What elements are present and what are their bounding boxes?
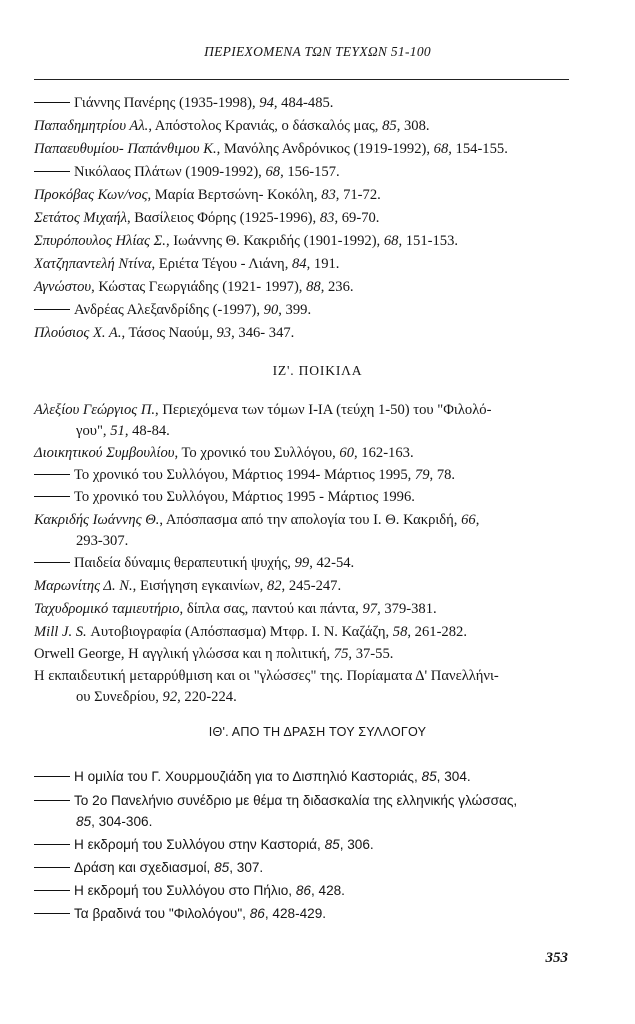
ditto-dash <box>34 309 70 310</box>
index-entry: Η εκδρομή του Συλλόγου στο Πήλιο, 86, 428. <box>34 880 566 901</box>
running-title: ΠΕΡΙΕΧΟΜΕΝΑ ΤΩΝ ΤΕΥΧΩΝ 51-100 <box>204 44 431 59</box>
header-rule <box>34 79 569 80</box>
ditto-dash <box>34 867 70 868</box>
index-entry: Η ομιλία του Γ. Χουρμουζιάδη για το Δισπηλιό Καστοριάς, 85, 304. <box>34 766 566 787</box>
section-heading-activities: ΙΘ'. ΑΠΟ ΤΗ ΔΡΑΣΗ ΤΟΥ ΣΥΛΛΟΓΟΥ <box>208 725 427 739</box>
index-entry: Προκόβας Κων/νος, Μαρία Βερτσώνη- Κοκόλη, 83, 71-72. <box>34 187 381 203</box>
index-entry: Ταχυδρομικό ταμιευτήριο, δίπλα σας, παντού και πάντα, 97, 379-381. <box>34 601 437 617</box>
ditto-dash <box>34 844 70 845</box>
ditto-dash <box>34 913 70 914</box>
page-number: 353 <box>545 950 568 966</box>
ditto-dash <box>34 890 70 891</box>
index-entry: Νικόλαος Πλάτων (1909-1992), 68, 156-157. <box>34 162 566 183</box>
index-entry: Η εκπαιδευτική μεταρρύθμιση και οι "γλώσσες" της. Πορίαματα Δ' Πανελλήνι- ου Συνεδρίου, 92, 220-224. <box>34 668 499 705</box>
index-entry: Πλούσιος Χ. Α., Τάσος Ναούμ, 93, 346- 347. <box>34 325 295 341</box>
ditto-dash <box>34 171 70 172</box>
index-entry: Σετάτος Μιχαήλ, Βασίλειος Φόρης (1925-1996), 83, 69-70. <box>34 210 380 226</box>
index-entry: Το 2ο Πανελήνιο συνέδριο με θέμα τη διδασκαλία της ελληνικής γλώσσας, 85, 304-306. <box>34 790 566 832</box>
index-entry: Γιάννης Πανέρης (1935-1998), 94, 484-485. <box>34 93 566 114</box>
index-entry: Η εκδρομή του Συλλόγου στην Καστοριά, 85, 306. <box>34 834 566 855</box>
index-entry: Τα βραδινά του "Φιλολόγου", 86, 428-429. <box>34 903 566 924</box>
index-entry: Χατζηπαντελή Ντίνα, Εριέτα Τέγου - Λιάνη, 84, 191. <box>34 256 340 272</box>
index-entry: Αλεξίου Γεώργιος Π., Περιεχόμενα των τόμων Ι-ΙΑ (τεύχη 1-50) του "Φιλολό- γου", 51, 48-84. <box>34 402 492 439</box>
index-entry: Το χρονικό του Συλλόγου, Μάρτιος 1995 - Μάρτιος 1996. <box>34 487 566 508</box>
ditto-dash <box>34 776 70 777</box>
index-entry: Αγνώστου, Κώστας Γεωργιάδης (1921- 1997), 88, 236. <box>34 279 354 295</box>
index-entry: Παιδεία δύναμις θεραπευτική ψυχής, 99, 42-54. <box>34 553 566 574</box>
index-entry: Διοικητικού Συμβουλίου, Το χρονικό του Συλλόγου, 60, 162-163. <box>34 445 414 461</box>
index-entry: Σπυρόπουλος Ηλίας Σ., Ιωάννης Θ. Κακριδής (1901-1992), 68, 151-153. <box>34 233 459 249</box>
index-entry: Δράση και σχεδιασμοί, 85, 307. <box>34 857 566 878</box>
ditto-dash <box>34 562 70 563</box>
index-entry: Orwell George, Η αγγλική γλώσσα και η πολιτική, 75, 37-55. <box>34 646 394 662</box>
index-entry: Παπαδημητρίου Αλ., Απόστολος Κρανιάς, ο δάσκαλός μας, 85, 308. <box>34 118 430 134</box>
index-entry: Παπαευθυμίου- Παπάνθιμου Κ., Μανόλης Ανδρόνικος (1919-1992), 68, 154-155. <box>34 141 508 157</box>
section-heading-miscellany: ΙΖ'. ΠΟΙΚΙΛΑ <box>272 363 363 378</box>
ditto-dash <box>34 474 70 475</box>
ditto-dash <box>34 800 70 801</box>
index-entry: Μαρωνίτης Δ. Ν., Εισήγηση εγκαινίων, 82, 245-247. <box>34 578 342 594</box>
ditto-dash <box>34 496 70 497</box>
ditto-dash <box>34 102 70 103</box>
index-entry: Ανδρέας Αλεξανδρίδης (-1997), 90, 399. <box>34 300 566 321</box>
index-entry: Το χρονικό του Συλλόγου, Μάρτιος 1994- Μάρτιος 1995, 79, 78. <box>34 465 566 486</box>
index-entry: Mill J. S. Αυτοβιογραφία (Απόσπασμα) Μτφρ. Ι. Ν. Καζάζη, 58, 261-282. <box>34 624 467 640</box>
index-entry: Κακριδής Ιωάννης Θ., Απόσπασμα από την απολογία του Ι. Θ. Κακριδή, 66, 293-307. <box>34 512 480 549</box>
